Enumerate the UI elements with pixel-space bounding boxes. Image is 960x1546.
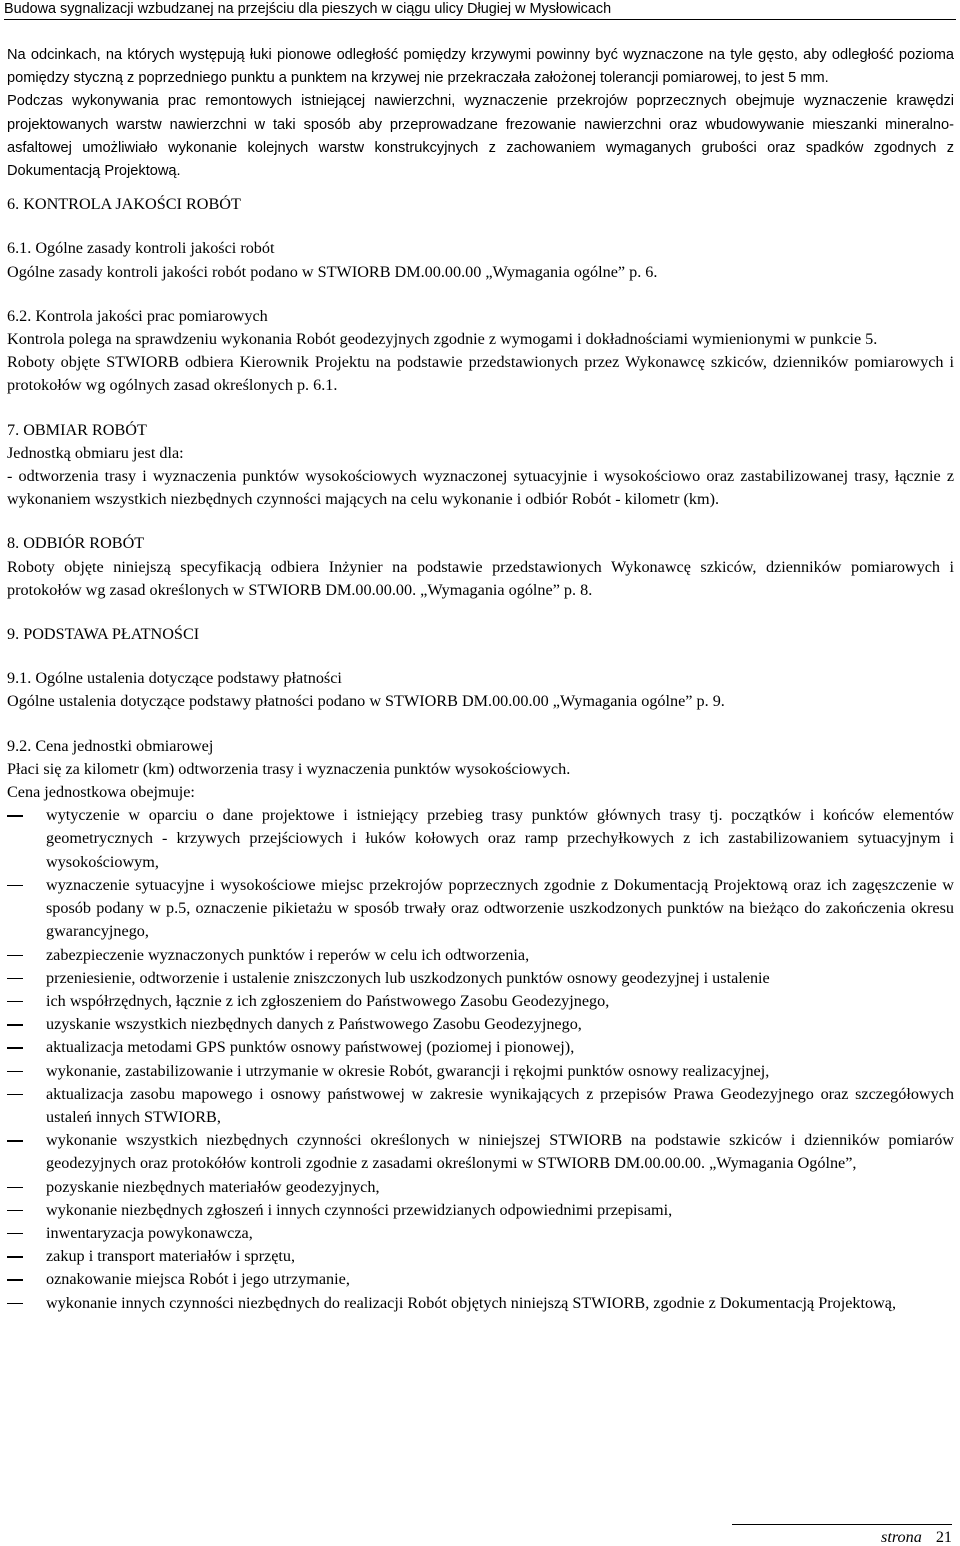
subsection-heading: 6.2. Kontrola jakości prac pomiarowych: [7, 306, 268, 325]
paragraph: Płaci się za kilometr (km) odtworzenia trasy i wyznaczenia punktów wysokościowych.: [7, 759, 571, 778]
dash-bullet-icon: [7, 1094, 23, 1095]
page-content: [7, 44, 954, 1315]
list-item: wykonanie innych czynności niezbędnych do realizacji Robót objętych niniejszą STWIORB, zgodnie z Dokumentacją Projektową,: [7, 1292, 954, 1315]
dash-bullet-icon: [7, 1279, 23, 1280]
list-item: wykonanie, zastabilizowanie i utrzymanie w okresie Robót, gwarancji i rękojmi punktów osnowy realizacyjnej,: [7, 1060, 954, 1083]
section-heading: 8. ODBIÓR ROBÓT: [7, 534, 145, 553]
dash-bullet-icon: [7, 1024, 23, 1025]
paragraph: Ogólne ustalenia dotyczące podstawy płatności podano w STWIORB DM.00.00.00 „Wymagania ogólne” p. 9.: [7, 692, 725, 711]
dash-bullet-icon: [7, 1001, 23, 1002]
paragraph: Cena jednostkowa obejmuje:: [7, 783, 195, 802]
page-label: strona: [881, 1528, 922, 1546]
paragraph: Jednostką obmiaru jest dla:: [7, 443, 184, 462]
subsection-heading: 6.1. Ogólne zasady kontroli jakości robót: [7, 239, 275, 258]
list-item: ich współrzędnych, łącznie z ich zgłoszeniem do Państwowego Zasobu Geodezyjnego,: [7, 990, 954, 1013]
dash-bullet-icon: [7, 1140, 23, 1141]
dash-bullet-icon: [7, 978, 23, 979]
dash-bullet-icon: [7, 1210, 23, 1211]
running-header: Budowa sygnalizacji wzbudzanej na przejściu dla pieszych w ciągu ulicy Długiej w Mysłowicach: [4, 0, 956, 20]
list-item: wykonanie niezbędnych zgłoszeń i innych czynności przewidzianych odpowiednimi przepisami,: [7, 1199, 954, 1222]
paragraph: Roboty objęte STWIORB odbiera Kierownik Projektu na podstawie przedstawionych przez Wykonawcę szkiców, dzienników pomiarowych i protokołów wg ogólnych zasad określonych p. 6.1.: [7, 353, 954, 395]
list-item: oznakowanie miejsca Robót i jego utrzymanie,: [7, 1268, 954, 1291]
cost-items-list: [7, 804, 954, 1314]
dash-bullet-icon: [7, 1187, 23, 1188]
list-item: aktualizacja zasobu mapowego i osnowy państwowej w zakresie wynikających z przepisów Prawa Geodezyjnego oraz szczegółowych ustaleń innych STWIORB,: [7, 1083, 954, 1129]
list-item: uzyskanie wszystkich niezbędnych danych z Państwowego Zasobu Geodezyjnego,: [7, 1013, 954, 1036]
section-heading: 6. KONTROLA JAKOŚCI ROBÓT: [7, 195, 241, 214]
paragraph: Kontrola polega na sprawdzeniu wykonania Robót geodezyjnych zgodnie z wymogami i dokładnościami wymienionymi w punkcie 5.: [7, 330, 878, 349]
subsection-heading: 9.2. Cena jednostki obmiarowej: [7, 736, 214, 755]
paragraph: Ogólne zasady kontroli jakości robót podano w STWIORB DM.00.00.00 „Wymagania ogólne” p. 6.: [7, 262, 658, 281]
dash-bullet-icon: [7, 885, 23, 886]
section-heading: 7. OBMIAR ROBÓT: [7, 420, 147, 439]
list-item: wyznaczenie sytuacyjne i wysokościowe miejsc przekrojów poprzecznych zgodnie z Dokumentacją Projektową oraz ich zagęszczenie w sposób podany w p.5, oznaczenie pikietażu w sposób trwały oraz odtworzenie uszkodzonych punktów na bieżąco do zakończenia okresu gwarancyjnego,: [7, 874, 954, 944]
list-item: pozyskanie niezbędnych materiałów geodezyjnych,: [7, 1176, 954, 1199]
list-item: wytyczenie w oparciu o dane projektowe i istniejący przebieg trasy punktów głównych trasy tj. początków i końców elementów geometrycznych - krzywych przejściowych i łuków kołowych oraz ramp przechyłkowych z ich zastabilizowaniem sytuacyjnym i wysokościowym,: [7, 804, 954, 874]
paragraph: Podczas wykonywania prac remontowych istniejącej nawierzchni, wyznaczenie przekrojów poprzecznych obejmuje wyznaczenie krawędzi projektowanych warstw nawierzchni w taki sposób aby przeprowadzane frezowanie nawierzchni oraz wbudowywanie mieszanki mineralno-asfaltowej umożliwiało wykonanie kolejnych warstw konstrukcyjnych z zachowaniem wymaganych grubości oraz spadków zgodnych z Dokumentacją Projektową.: [7, 93, 954, 180]
paragraph: Na odcinkach, na których występują łuki pionowe odległość pomiędzy krzywymi powinny być wyznaczone na tyle gęsto, aby odległość pozioma pomiędzy styczną z poprzedniego punktu a punktem na krzywej nie przekraczała założonej tolerancji pomiarowej, to jest 5 mm.: [7, 47, 954, 87]
dash-bullet-icon: [7, 1303, 23, 1304]
list-item: zabezpieczenie wyznaczonych punktów i reperów w celu ich odtworzenia,: [7, 944, 954, 967]
subsection-heading: 9.1. Ogólne ustalenia dotyczące podstawy płatności: [7, 669, 342, 688]
dash-bullet-icon: [7, 1256, 23, 1257]
list-item: inwentaryzacja powykonawcza,: [7, 1222, 954, 1245]
paragraph: - odtworzenia trasy i wyznaczenia punktów wysokościowych wyznaczonej sytuacyjnie i wysokościowo oraz zastabilizowanej trasy, łącznie z wykonaniem wszystkich niezbędnych czynności mających na celu wykonanie i odbiór Robót - kilometr (km).: [7, 467, 954, 509]
list-item: przeniesienie, odtworzenie i ustalenie zniszczonych lub uszkodzonych punktów osnowy geodezyjnej i ustalenie: [7, 967, 954, 990]
list-item: zakup i transport materiałów i sprzętu,: [7, 1245, 954, 1268]
dash-bullet-icon: [7, 1233, 23, 1234]
section-heading: 9. PODSTAWA PŁATNOŚCI: [7, 625, 200, 644]
page-number: 21: [935, 1528, 952, 1546]
page-footer: [732, 1524, 952, 1546]
dash-bullet-icon: [7, 815, 23, 816]
dash-bullet-icon: [7, 955, 23, 956]
dash-bullet-icon: [7, 1071, 23, 1072]
dash-bullet-icon: [7, 1047, 23, 1048]
list-item: aktualizacja metodami GPS punktów osnowy państwowej (poziomej i pionowej),: [7, 1036, 954, 1059]
paragraph: Roboty objęte niniejszą specyfikacją odbiera Inżynier na podstawie przedstawionych Wykonawcę szkiców, dzienników pomiarowych i protokołów wg zasad określonych w STWIORB DM.00.00.00. „Wymagania ogólne” p. 8.: [7, 557, 954, 599]
list-item: wykonanie wszystkich niezbędnych czynności określonych w niniejszej STWIORB na podstawie szkiców i dzienników pomiarów geodezyjnych oraz protokółów kontroli zgodnie z zasadami określonymi w STWIORB DM.00.00.00. „Wymagania Ogólne”,: [7, 1129, 954, 1175]
